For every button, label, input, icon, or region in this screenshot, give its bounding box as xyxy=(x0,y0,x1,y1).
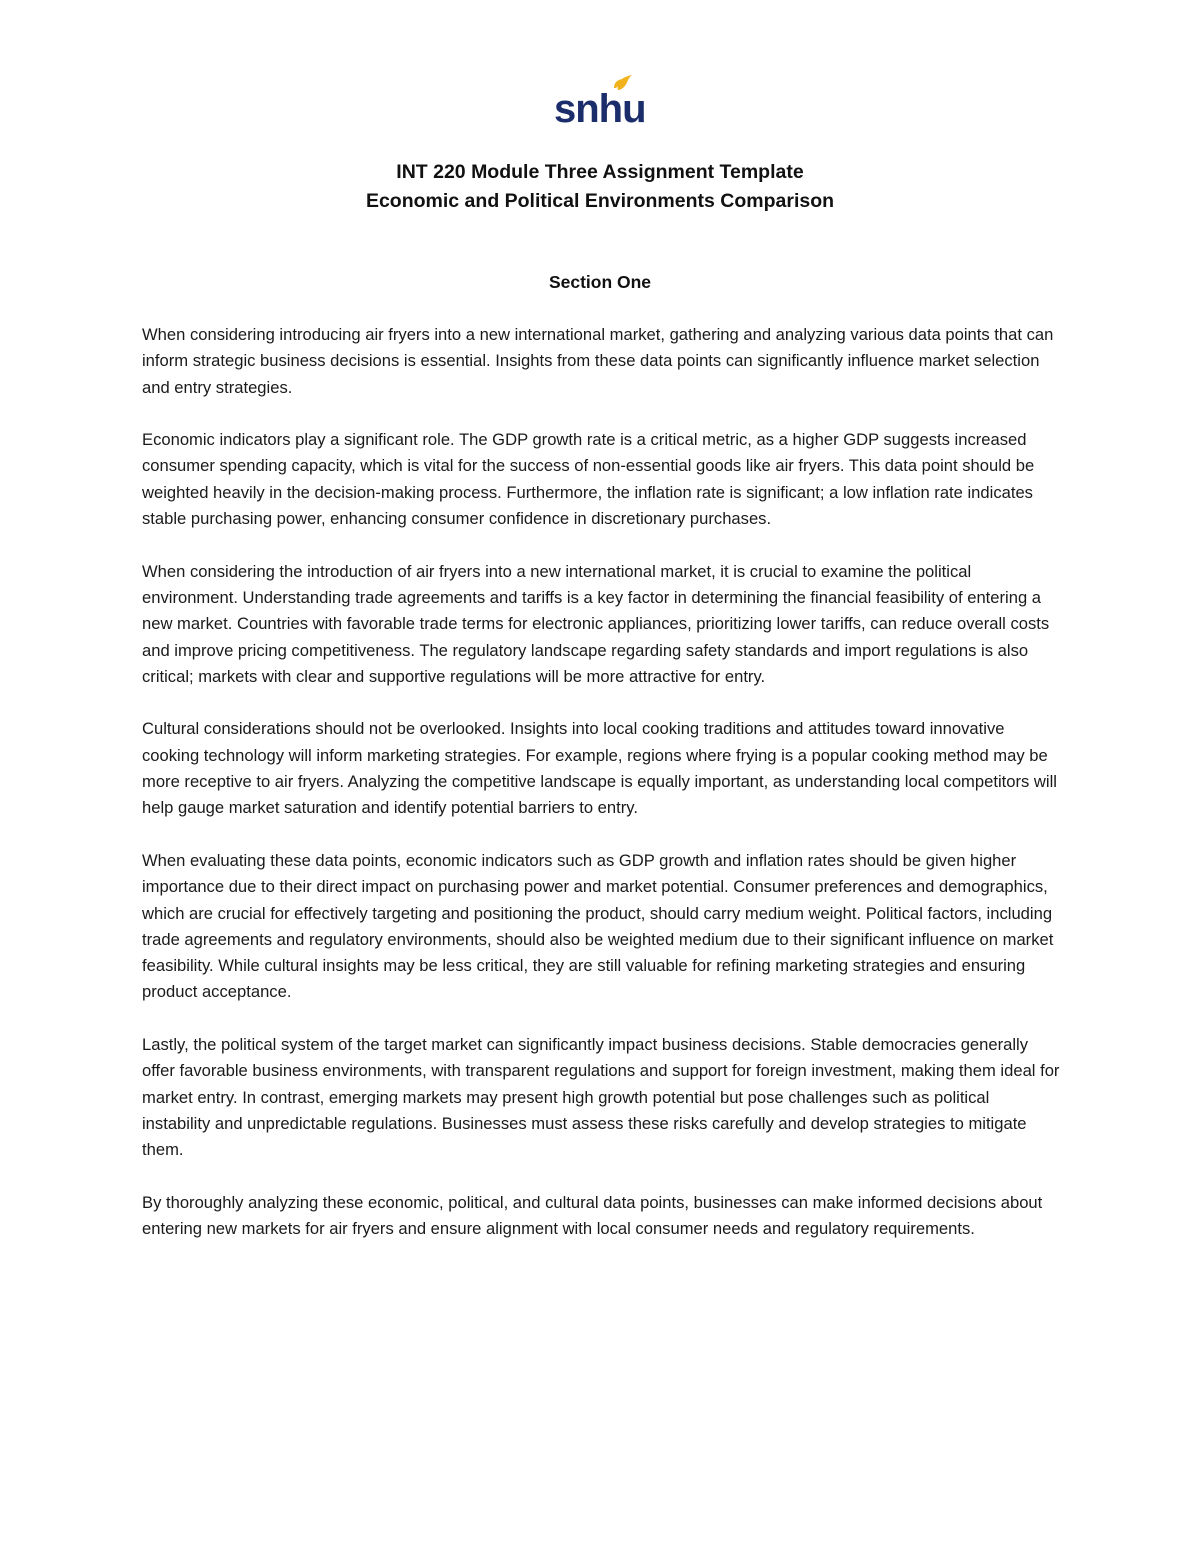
document-title xyxy=(0,158,1200,216)
paragraph: Economic indicators play a significant role. The GDP growth rate is a critical metric, as a higher GDP suggests increased consumer spending capacity, which is vital for the success of non-essential goods like air fryers. This data point should be weighted heavily in the decision-making process. Furthermore, the inflation rate is significant; a low inflation rate indicates stable purchasing power, enhancing consumer confidence in discretionary purchases. xyxy=(142,430,1035,529)
title-line-1: INT 220 Module Three Assignment Template xyxy=(396,161,804,183)
paragraph: By thoroughly analyzing these economic, political, and cultural data points, businesses can make informed decisions about entering new markets for air fryers and ensure alignment with local consumer needs and regulatory requirements. xyxy=(142,1192,1043,1239)
title-line-2: Economic and Political Environments Comparison xyxy=(365,190,835,212)
paragraph: Cultural considerations should not be overlooked. Insights into local cooking traditions and attitudes toward innovative cooking technology will inform marketing strategies. For example, regions where frying is a popular cooking method may be more receptive to air fryers. Analyzing the competitive landscape is equally important, as understanding local competitors will help gauge market saturation and identify potential barriers to entry. xyxy=(142,719,1057,818)
paragraph: When evaluating these data points, economic indicators such as GDP growth and inflation rates should be given higher importance due to their direct impact on purchasing power and market potential. Consumer preferences and demographics, which are crucial for effectively targeting and positioning the product, should carry medium weight. Political factors, including trade agreements and regulatory environments, should also be weighted medium due to their significant influence on market feasibility. While cultural insights may be less critical, they are still valuable for refining marketing strategies and ensuring product acceptance. xyxy=(142,850,1054,1002)
paragraph: When considering the introduction of air fryers into a new international market, it is crucial to examine the political environment. Understanding trade agreements and tariffs is a key factor in determining the financial feasibility of entering a new market. Countries with favorable trade terms for electronic appliances, prioritizing lower tariffs, can reduce overall costs and improve pricing competitiveness. The regulatory landscape regarding safety standards and import regulations is also critical; markets with clear and supportive regulations will be more attractive for entry. xyxy=(142,561,1050,686)
snhu-logo xyxy=(554,72,646,134)
paragraph: Lastly, the political system of the target market can significantly impact business decisions. Stable democracies generally offer favorable business environments, with transparent regulations and support for foreign investment, making them ideal for market entry. In contrast, emerging markets may present high growth potential but pose challenges such as political instability and unpredictable regulations. Businesses must assess these risks carefully and develop strategies to mitigate them. xyxy=(142,1035,1060,1160)
paragraph: When considering introducing air fryers into a new international market, gathering and analyzing various data points that can inform strategic business decisions is essential. Insights from these data points can significantly influence market selection and entry strategies. xyxy=(142,325,1054,397)
section-heading: Section One xyxy=(548,272,652,292)
body-text xyxy=(142,322,1060,1269)
logo-wordmark: snhu xyxy=(554,87,646,131)
